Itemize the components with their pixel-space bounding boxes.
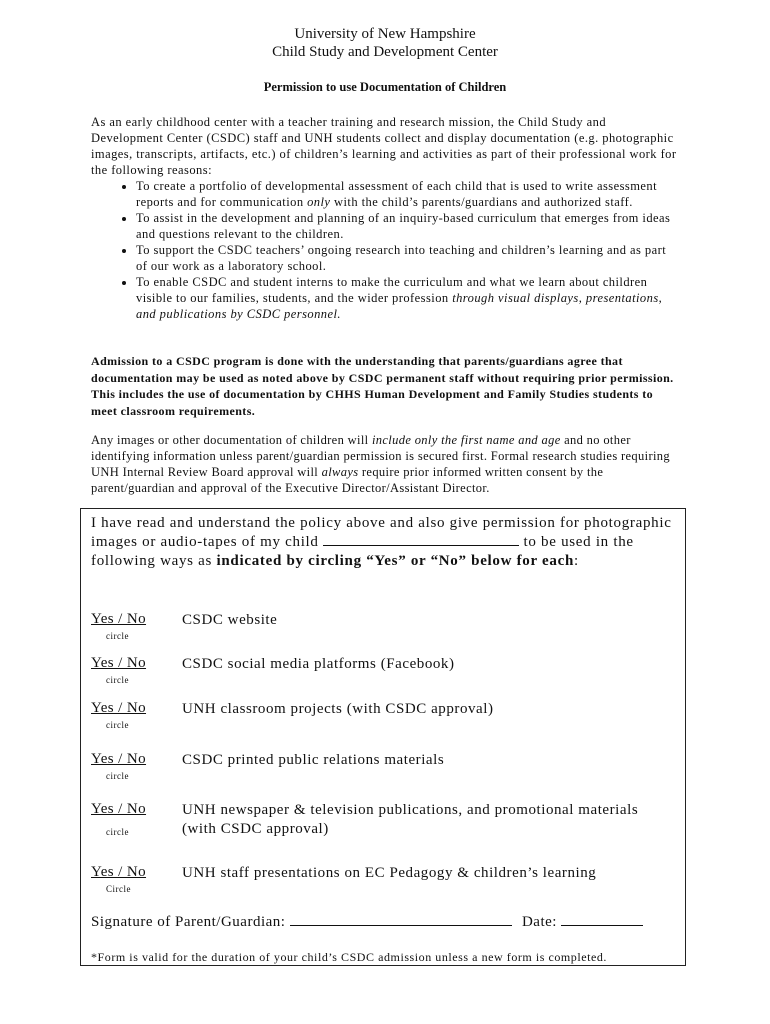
consent-text-2: to be used in the following ways as <box>91 534 634 569</box>
consent-text-end: : <box>574 553 579 569</box>
reason-item <box>136 274 681 322</box>
reason-item <box>136 178 681 210</box>
circle-hint: circle <box>106 631 129 641</box>
option-label: UNH staff presentations on EC Pedagogy & children’s learning <box>182 865 597 881</box>
admission-paragraph: Admission to a CSDC program is done with the understanding that parents/guardians agree that documentation may be used as noted above by CSDC permanent staff without requiring prior permission. This includes the use of documentation by CHHS Human Development and Family Studies students to meet classroom requirements. <box>91 354 674 418</box>
circle-hint: circle <box>106 771 129 781</box>
intro-section <box>91 114 681 322</box>
yes-no-choice[interactable]: Yes / No <box>91 751 147 767</box>
date-field[interactable] <box>561 912 643 926</box>
circle-hint: circle <box>106 827 129 837</box>
document-header <box>0 25 770 61</box>
validity-footnote: *Form is valid for the duration of your child’s CSDC admission unless a new form is completed. <box>91 950 607 964</box>
reason-text-end: with the child’s parents/guardians and authorized staff. <box>330 195 633 209</box>
yes-no-choice[interactable]: Yes / No <box>91 864 147 880</box>
yes-no-choice[interactable]: Yes / No <box>91 655 147 671</box>
circle-hint: Circle <box>106 884 131 894</box>
images-text-3: require prior informed written consent by the parent/guardian and approval of the Executive Director/Assistant Director. <box>91 465 604 495</box>
images-text-1: Any images or other documentation of children will <box>91 433 372 447</box>
option-label: UNH newspaper & television publications, and promotional materials (with CSDC approval) <box>182 802 639 837</box>
consent-instruction: indicated by circling “Yes” or “No” below for each <box>216 553 575 569</box>
yes-no-choice[interactable]: Yes / No <box>91 611 147 627</box>
reasons-list <box>91 178 681 322</box>
reason-emphasis: through visual displays, presentations, and publications by CSDC personnel. <box>136 291 663 321</box>
intro-paragraph: As an early childhood center with a teacher training and research mission, the Child Study and Development Center (CSDC) staff and UNH students collect and display documentation (e.g. photographic images, transcripts, artifacts, etc.) of children’s learning and activities as part of their professional work for the following reasons: <box>91 115 677 177</box>
child-name-field[interactable] <box>323 533 519 546</box>
reason-item <box>136 242 681 274</box>
option-label: CSDC printed public relations materials <box>182 752 445 768</box>
reason-text: To support the CSDC teachers’ ongoing research into teaching and children’s learning and as part of our work as a laboratory school. <box>136 243 667 273</box>
yes-no-choice[interactable]: Yes / No <box>91 700 147 716</box>
option-label: CSDC social media platforms (Facebook) <box>182 656 455 672</box>
images-emphasis-2: always <box>321 465 359 479</box>
document-title: Permission to use Documentation of Children <box>263 80 507 94</box>
signature-row <box>91 912 681 931</box>
option-label: UNH classroom projects (with CSDC approval) <box>182 701 494 717</box>
consent-box <box>80 508 686 966</box>
reason-emphasis: only <box>307 195 331 209</box>
consent-statement <box>91 514 676 571</box>
reason-item <box>136 210 681 242</box>
circle-hint: circle <box>106 675 129 685</box>
university-name: University of New Hampshire <box>294 26 476 42</box>
signature-field[interactable] <box>290 912 512 926</box>
center-name: Child Study and Development Center <box>272 44 498 60</box>
reason-text: To create a portfolio of developmental assessment of each child that is used to write assessment reports and for communication <box>136 179 658 209</box>
consent-text-1: I have read and understand the policy above and also give permission for photographic images or audio-tapes of my child <box>91 515 672 550</box>
images-paragraph <box>91 432 681 496</box>
images-emphasis-1: include only the first name and age <box>371 433 561 447</box>
date-label: Date: <box>521 914 557 930</box>
images-text-2: and no other identifying information unless parent/guardian permission is secured first. Formal research studies requiring UNH Internal Review Board approval will <box>91 433 670 479</box>
reason-text: To enable CSDC and student interns to make the curriculum and what we learn about children visible to our families, students, and the wider profession <box>136 275 648 305</box>
yes-no-choice[interactable]: Yes / No <box>91 801 147 817</box>
option-label: CSDC website <box>182 612 278 628</box>
reason-text: To assist in the development and planning of an inquiry-based curriculum that emerges from ideas and questions relevant to the children. <box>136 211 671 241</box>
circle-hint: circle <box>106 720 129 730</box>
signature-label: Signature of Parent/Guardian: <box>91 914 286 930</box>
